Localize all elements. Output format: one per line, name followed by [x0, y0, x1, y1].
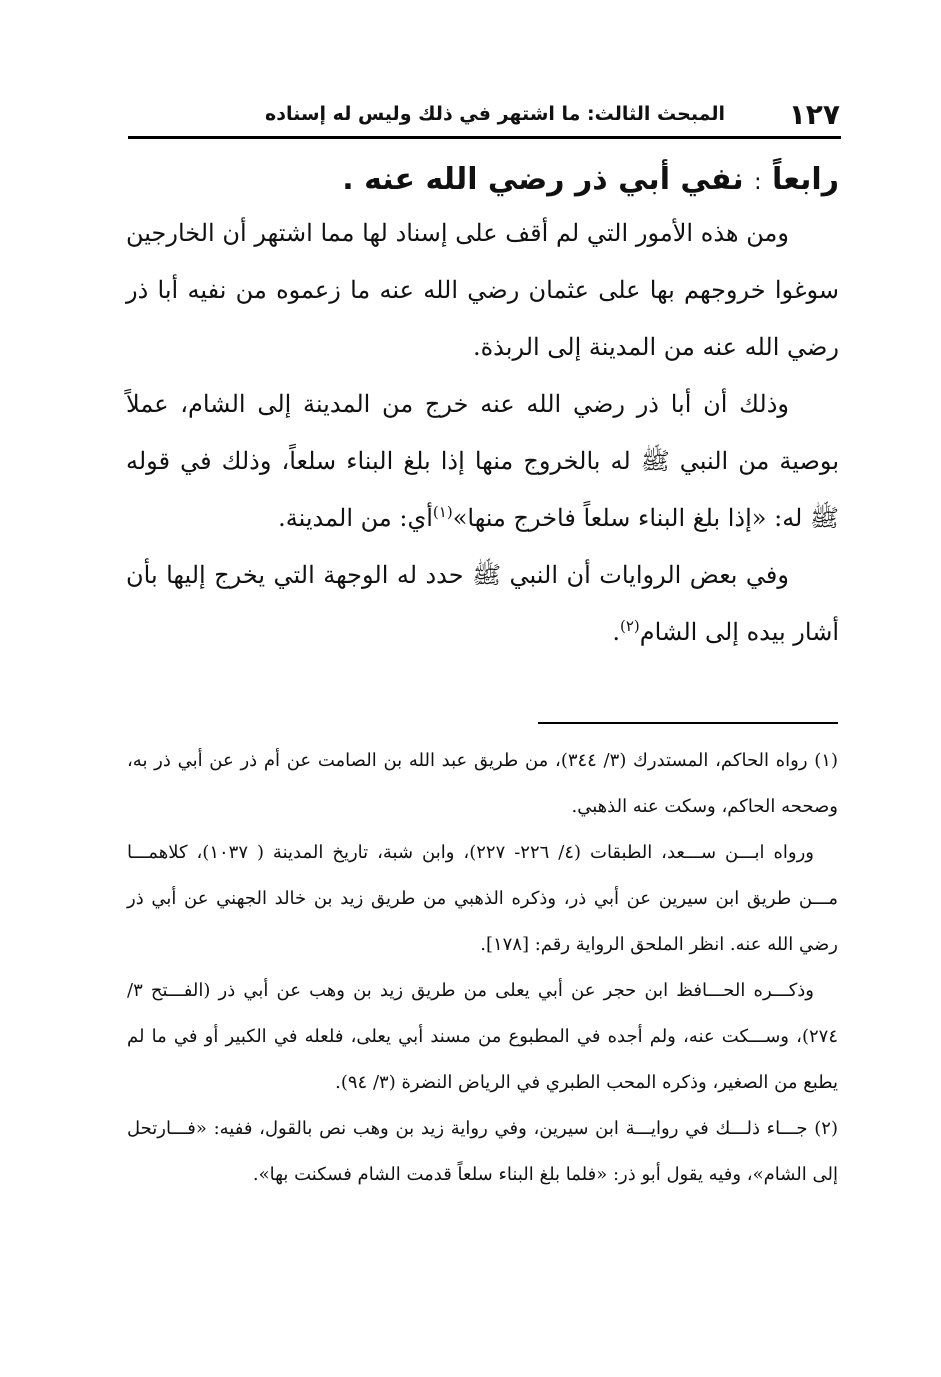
- footnotes: [127, 738, 838, 1198]
- footnote-separator: [538, 722, 838, 724]
- footnote: وذكـــره الحـــافظ ابن حجر عن أبي يعلى من طريق زيد بن وهب عن أبي ذر (الفـــتح ٣/ ٢٧٤)، وســـكت عنه، ولم أجده في المطبوع من مسند أبي يعلى، فلعله في الكبير أو في ما لم يطبع من الصغير، وذكره المحب الطبري في الرياض النضرة (٣/ ٩٤).: [127, 980, 838, 1093]
- header-rule: [128, 136, 841, 139]
- paragraph-text: .: [612, 618, 620, 646]
- section-label: رابعاً: [771, 162, 839, 197]
- paragraph: ومن هذه الأمور التي لم أقف على إسناد لها مما اشتهر أن الخارجين سوغوا خروجهم بها على عثمان رضي الله عنه ما زعموه من نفيه أبا ذر رضي الله عنه من المدينة إلى الربذة.: [126, 219, 839, 361]
- running-header: [130, 94, 840, 134]
- paragraph-text: وذلك أن أبا ذر رضي الله عنه خرج من المدينة إلى الشام، عملاً بوصية من النبي ﷺ له بالخروج منها إذا بلغ البناء سلعاً، وذلك في قوله ﷺ له: «إذا بلغ البناء سلعاً فاخرج منها»: [126, 390, 839, 532]
- footnote-ref: (٢): [620, 617, 640, 635]
- footnote: (٢) جـــاء ذلـــك في روايـــة ابن سيرين، وفي رواية زيد بن وهب نص بالقول، ففيه: «فـــارتحل إلى الشام»، وفيه يقول أبو ذر: «فلما بلغ البناء سلعاً قدمت الشام فسكنت بها».: [127, 1118, 838, 1185]
- page-number: ١٢٧: [788, 97, 840, 131]
- footnote: (١) رواه الحاكم، المستدرك (٣/ ٣٤٤)، من طريق عبد الله بن الصامت عن أم ذر عن أبي ذر به، وصححه الحاكم، وسكت عنه الذهبي.: [127, 750, 838, 817]
- paragraph-text: وفي بعض الروايات أن النبي ﷺ حدد له الوجهة التي يخرج إليها بأن أشار بيده إلى الشام: [126, 561, 839, 646]
- footnote-ref: (١): [432, 503, 453, 521]
- main-text: [126, 205, 839, 661]
- footnote: ورواه ابـــن ســـعد، الطبقات (٤/ ٢٢٦- ٢٢٧)، وابن شبة، تاريخ المدينة ( ١٠٣٧)، كلاهمـــا مـــن طريق ابن سيرين عن أبي ذر، وذكره الذهبي من طريق زيد بن خالد الجهني عن أبي ذر رضي الله عنه. انظر الملحق الرواية رقم: [١٧٨].: [127, 842, 838, 955]
- section-title: نفي أبي ذر رضي الله عنه .: [342, 162, 744, 197]
- chapter-title: المبحث الثالث: ما اشتهر في ذلك وليس له إسناده: [265, 103, 725, 125]
- paragraph: [126, 376, 839, 547]
- section-separator: :: [754, 170, 762, 195]
- section-heading: [126, 150, 839, 213]
- paragraph: [126, 547, 839, 661]
- paragraph-text: أي: من المدينة.: [278, 504, 433, 532]
